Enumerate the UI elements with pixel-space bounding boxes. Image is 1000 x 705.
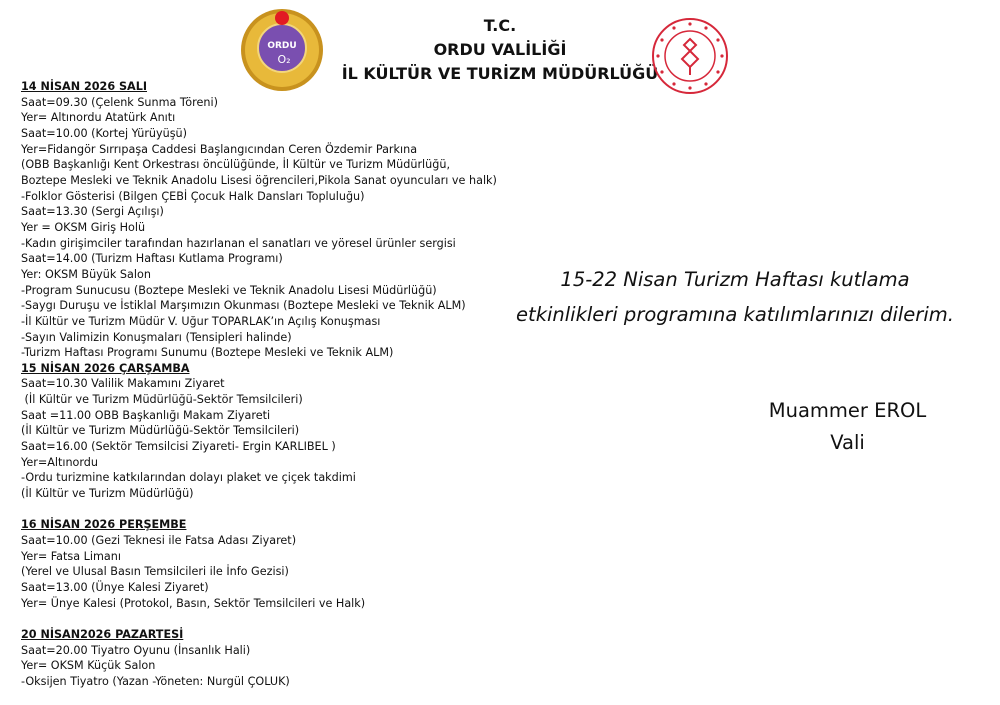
signatory-name: Muammer EROL [768, 399, 927, 422]
program-line: Saat =11.00 OBB Başkanlığı Makam Ziyareti [21, 408, 271, 422]
program-line: Yer: OKSM Büyük Salon [21, 267, 151, 281]
program-line: Saat=10.00 (Kortej Yürüyüşü) [21, 126, 188, 140]
day-14 [21, 79, 497, 361]
program-line: Yer= Ünye Kalesi (Protokol, Basın, Sektör Temsilcileri ve Halk) [21, 596, 366, 610]
document-header [330, 14, 670, 86]
program-line: -Ordu turizmine katkılarından dolayı plaket ve çiçek takdimi [21, 471, 356, 485]
event-program [21, 79, 497, 690]
program-line: Boztepe Mesleki ve Teknik Anadolu Lisesi öğrencileri,Pikola Sanat oyuncuları ve halk) [21, 173, 497, 187]
kultur-turizm-seal [651, 17, 729, 95]
program-line: -Sayın Valimizin Konuşmaları (Tensipleri halinde) [21, 330, 292, 344]
program-line: Saat=13.00 (Ünye Kalesi Ziyaret) [21, 580, 209, 594]
day-15 [21, 361, 497, 502]
program-line: (İl Kültür ve Turizm Müdürlüğü) [21, 487, 194, 501]
program-line: Saat=09.30 (Çelenk Sunma Töreni) [21, 95, 218, 109]
program-line: -Folklor Gösterisi (Bilgen ÇEBİ Çocuk Halk Dansları Topluluğu) [21, 189, 365, 203]
program-line: Yer= Fatsa Limanı [21, 549, 121, 563]
program-line: Saat=10.30 Valilik Makamını Ziyaret [21, 377, 225, 391]
program-line: Saat=20.00 Tiyatro Oyunu (İnsanlık Hali) [21, 643, 251, 657]
program-line: Yer = OKSM Giriş Holü [21, 220, 146, 234]
program-line: Yer=Fidangör Sırrıpaşa Caddesi Başlangıcından Ceren Özdemir Parkına [21, 142, 418, 156]
day-20 [21, 627, 497, 690]
day-title: 20 NİSAN2026 PAZARTESİ [21, 627, 184, 641]
header-tc: T.C. [483, 16, 517, 35]
program-line: -Turizm Haftası Programı Sunumu (Boztepe Mesleki ve Teknik ALM) [21, 346, 394, 360]
program-line: -İl Kültür ve Turizm Müdür V. Uğur TOPARLAK’ın Açılış Konuşması [21, 314, 381, 328]
program-line: (İl Kültür ve Turizm Müdürlüğü-Sektör Temsilcileri) [21, 424, 300, 438]
invitation-text [470, 262, 1000, 332]
signature-block [740, 395, 955, 459]
program-line: Saat=10.00 (Gezi Teknesi ile Fatsa Adası Ziyaret) [21, 534, 297, 548]
program-line: (Yerel ve Ulusal Basın Temsilcileri ile İnfo Gezisi) [21, 565, 289, 579]
svg-text:O₂: O₂ [277, 53, 291, 66]
invitation-line-2: etkinlikleri programına katılımlarınızı dilerim. [516, 303, 954, 326]
header-mudurluk: İL KÜLTÜR VE TURİZM MÜDÜRLÜĞÜ [341, 64, 659, 83]
day-16 [21, 517, 497, 611]
program-line: Yer=Altınordu [21, 455, 98, 469]
signatory-title: Vali [830, 431, 865, 454]
program-line: (İl Kültür ve Turizm Müdürlüğü-Sektör Temsilcileri) [21, 393, 303, 407]
program-line: -Oksijen Tiyatro (Yazan -Yöneten: Nurgül ÇOLUK) [21, 674, 290, 688]
invitation-line-1: 15-22 Nisan Turizm Haftası kutlama [560, 268, 910, 291]
program-line: -Saygı Duruşu ve İstiklal Marşımızın Okunması (Boztepe Mesleki ve Teknik ALM) [21, 299, 466, 313]
program-line: Yer= Altınordu Atatürk Anıtı [21, 111, 176, 125]
program-line: -Program Sunucusu (Boztepe Mesleki ve Teknik Anadolu Lisesi Müdürlüğü) [21, 283, 437, 297]
day-title: 16 NİSAN 2026 PERŞEMBE [21, 518, 187, 532]
program-line: Saat=14.00 (Turizm Haftası Kutlama Programı) [21, 252, 283, 266]
svg-text:ORDU: ORDU [267, 41, 297, 51]
day-title: 14 NİSAN 2026 SALI [21, 80, 148, 93]
program-line: Yer= OKSM Küçük Salon [21, 659, 156, 673]
program-line: (OBB Başkanlığı Kent Orkestrası öncülüğünde, İl Kültür ve Turizm Müdürlüğü, [21, 158, 450, 172]
program-line: Saat=13.30 (Sergi Açılışı) [21, 205, 164, 219]
day-title: 15 NİSAN 2026 ÇARŞAMBA [21, 361, 190, 375]
program-line: -Kadın girişimciler tarafından hazırlanan el sanatları ve yöresel ürünler sergisi [21, 236, 456, 250]
header-valilik: ORDU VALİLİĞİ [433, 40, 567, 59]
program-line: Saat=16.00 (Sektör Temsilcisi Ziyareti- Ergin KARLIBEL ) [21, 440, 336, 454]
